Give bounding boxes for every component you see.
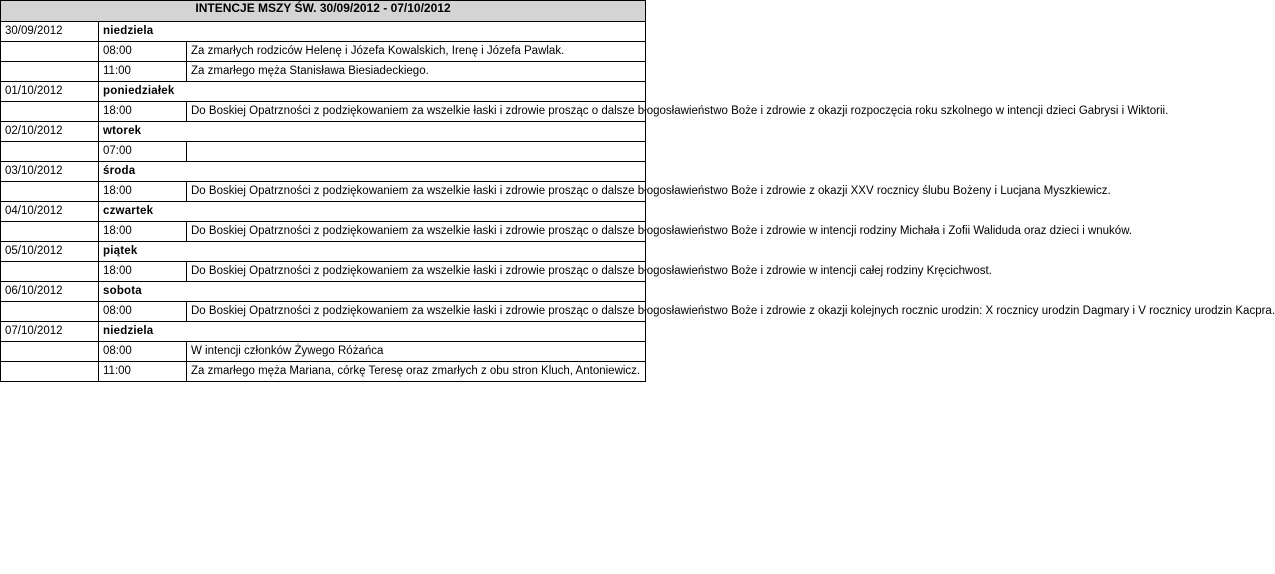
page-title: INTENCJE MSZY ŚW. 30/09/2012 - 07/10/2012	[1, 1, 646, 22]
mass-time: 08:00	[99, 302, 187, 322]
empty-date-cell	[1, 42, 99, 62]
mass-time: 11:00	[99, 62, 187, 82]
day-name: wtorek	[99, 122, 646, 142]
mass-intention	[187, 142, 646, 162]
empty-date-cell	[1, 262, 99, 282]
mass-time: 07:00	[99, 142, 187, 162]
mass-intention: Do Boskiej Opatrzności z podziękowaniem za wszelkie łaski i zdrowie prosząc o dalsze błogosławieństwo Boże i zdrowie z okazji kolejnych rocznic urodzin: X rocznicy urodzin Dagmary i V rocznicy urodzin Kacpra.	[187, 302, 646, 322]
day-date: 07/10/2012	[1, 322, 99, 342]
day-name: poniedziałek	[99, 82, 646, 102]
mass-time: 11:00	[99, 362, 187, 382]
day-date: 05/10/2012	[1, 242, 99, 262]
day-date: 30/09/2012	[1, 22, 99, 42]
mass-time: 18:00	[99, 222, 187, 242]
mass-intention: W intencji członków Żywego Różańca	[187, 342, 646, 362]
empty-date-cell	[1, 342, 99, 362]
day-header-row	[1, 202, 646, 222]
mass-time: 18:00	[99, 262, 187, 282]
mass-intention: Za zmarłego męża Mariana, córkę Teresę oraz zmarłych z obu stron Kluch, Antoniewicz.	[187, 362, 646, 382]
mass-intention: Do Boskiej Opatrzności z podziękowaniem za wszelkie łaski i zdrowie prosząc o dalsze błogosławieństwo Boże i zdrowie z okazji XXV rocznicy ślubu Bożeny i Lucjana Myszkiewicz.	[187, 182, 646, 202]
mass-intention: Do Boskiej Opatrzności z podziękowaniem za wszelkie łaski i zdrowie prosząc o dalsze błogosławieństwo Boże i zdrowie w intencji całej rodziny Kręcichwost.	[187, 262, 646, 282]
mass-time: 18:00	[99, 102, 187, 122]
day-header-row	[1, 282, 646, 302]
mass-row	[1, 42, 646, 62]
day-name: piątek	[99, 242, 646, 262]
day-header-row	[1, 162, 646, 182]
empty-date-cell	[1, 102, 99, 122]
mass-time: 08:00	[99, 342, 187, 362]
mass-row	[1, 142, 646, 162]
day-name: niedziela	[99, 322, 646, 342]
mass-time: 18:00	[99, 182, 187, 202]
empty-date-cell	[1, 142, 99, 162]
day-name: czwartek	[99, 202, 646, 222]
mass-intention: Za zmarłych rodziców Helenę i Józefa Kowalskich, Irenę i Józefa Pawlak.	[187, 42, 646, 62]
mass-row	[1, 182, 646, 202]
mass-row	[1, 342, 646, 362]
day-date: 03/10/2012	[1, 162, 99, 182]
day-header-row	[1, 242, 646, 262]
day-name: niedziela	[99, 22, 646, 42]
empty-date-cell	[1, 222, 99, 242]
day-header-row	[1, 82, 646, 102]
empty-date-cell	[1, 362, 99, 382]
day-name: sobota	[99, 282, 646, 302]
mass-intention: Za zmarłego męża Stanisława Biesiadeckiego.	[187, 62, 646, 82]
mass-row	[1, 102, 646, 122]
mass-intention: Do Boskiej Opatrzności z podziękowaniem za wszelkie łaski i zdrowie prosząc o dalsze błogosławieństwo Boże i zdrowie w intencji rodziny Michała i Zofii Waliduda oraz dzieci i wnuków.	[187, 222, 646, 242]
mass-row	[1, 262, 646, 282]
mass-intention: Do Boskiej Opatrzności z podziękowaniem za wszelkie łaski i zdrowie prosząc o dalsze błogosławieństwo Boże i zdrowie z okazji rozpoczęcia roku szkolnego w intencji dzieci Gabrysi i Wiktorii.	[187, 102, 646, 122]
day-header-row	[1, 22, 646, 42]
empty-date-cell	[1, 62, 99, 82]
empty-date-cell	[1, 302, 99, 322]
day-name: środa	[99, 162, 646, 182]
day-date: 06/10/2012	[1, 282, 99, 302]
day-date: 01/10/2012	[1, 82, 99, 102]
day-header-row	[1, 122, 646, 142]
day-date: 02/10/2012	[1, 122, 99, 142]
empty-date-cell	[1, 182, 99, 202]
title-row	[1, 1, 646, 22]
mass-row	[1, 62, 646, 82]
mass-row	[1, 362, 646, 382]
day-header-row	[1, 322, 646, 342]
mass-time: 08:00	[99, 42, 187, 62]
day-date: 04/10/2012	[1, 202, 99, 222]
mass-row	[1, 302, 646, 322]
mass-row	[1, 222, 646, 242]
